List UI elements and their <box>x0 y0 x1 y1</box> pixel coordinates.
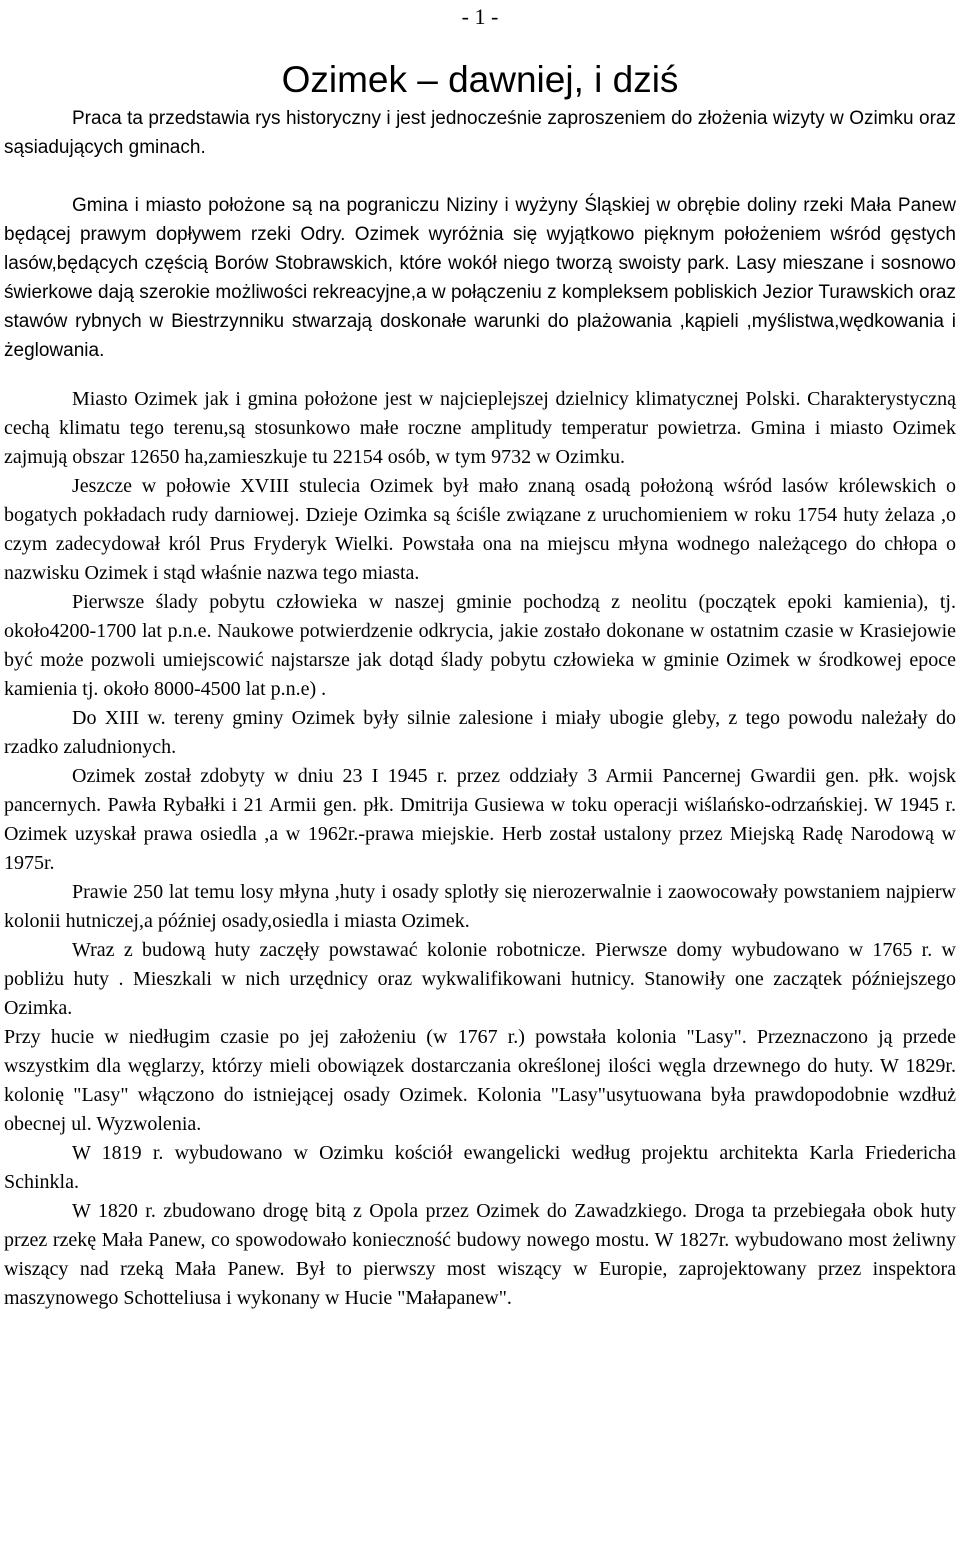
paragraph-intro: Praca ta przedstawia rys historyczny i jest jednocześnie zaproszeniem do złożenia wizyty w Ozimku oraz sąsiadujących gminach. <box>4 108 956 158</box>
page-number: - 1 - <box>461 4 499 29</box>
paragraph-climate: Miasto Ozimek jak i gmina położone jest w najcieplejszej dzielnicy klimatycznej Polski. Charakterystyczną cechą klimatu tego terenu,są stosunkowo małe roczne amplitudy temperatur powietrza. Gmina i miasto Ozimek zajmują obszar 12650 ha,zamieszkuje tu 22154 osób, w tym 9732 w Ozimku. <box>4 388 956 468</box>
paragraph-xiii-century: Do XIII w. tereny gminy Ozimek były silnie zalesione i miały ubogie gleby, z tego powodu należały do rzadko zaludnionych. <box>4 707 956 758</box>
paragraph-250-years: Prawie 250 lat temu losy młyna ,huty i osady splotły się nierozerwalnie i zaowocowały powstaniem najpierw kolonii hutniczej,a później osady,osiedla i miasta Ozimek. <box>4 881 956 932</box>
paragraph-colonies: Wraz z budową huty zaczęły powstawać kolonie robotnicze. Pierwsze domy wybudowano w 1765 r. w pobliżu huty . Mieszkali w nich urzędnicy oraz wykwalifikowani hutnicy. Stanowiły one zaczątek późniejszego Ozimka. <box>4 939 956 1019</box>
document-body <box>4 104 956 1313</box>
paragraph-location: Gmina i miasto położone są na pograniczu Niziny i wyżyny Śląskiej w obrębie doliny rzeki Mała Panew będącej prawym dopływem rzeki Odry. Ozimek wyróżnia się wyjątkowo pięknym położeniem wśród gęstych lasów,będących częścią Borów Stobrawskich, które wokół niego tworzą swoisty park. Lasy mieszane i sosnowo świerkowe dają szerokie możliwości rekreacyjne,a w połączeniu z kompleksem pobliskich Jezior Turawskich oraz stawów rybnych w Biestrzynniku stwarzają doskonałe warunki do plażowania ,kąpieli ,myślistwa,wędkowania i żeglowania. <box>4 195 956 361</box>
paragraph-road-bridge: W 1820 r. zbudowano drogę bitą z Opola przez Ozimek do Zawadzkiego. Droga ta przebiegała obok huty przez rzekę Mała Panew, co spowodowało konieczność budowy nowego mostu. W 1827r. wybudowano most żeliwny wiszący nad rzeką Mała Panew. Był to pierwszy most wiszący w Europie, zaprojektowany przez inspektora maszynowego Schotteliusa i wykonany w Hucie "Małapanew". <box>4 1200 956 1309</box>
document-title: Ozimek – dawniej, i dziś <box>281 59 679 100</box>
paragraph-history: Jeszcze w połowie XVIII stulecia Ozimek był mało znaną osadą położoną wśród lasów królewskich o bogatych pokładach rudy darniowej. Dzieje Ozimka są ściśle związane z uruchomieniem w roku 1754 huty żelaza ,o czym zadecydował król Prus Fryderyk Wielki. Powstała ona na miejscu młyna wodnego należącego do chłopa o nazwisku Ozimek i stąd właśnie nazwa tego miasta. <box>4 475 956 584</box>
paragraph-1945: Ozimek został zdobyty w dniu 23 I 1945 r. przez oddziały 3 Armii Pancernej Gwardii gen. płk. wojsk pancernych. Pawła Rybałki i 21 Armii gen. płk. Dmitrija Gusiewa w toku operacji wiślańsko-odrzańskiej. W 1945 r. Ozimek uzyskał prawa osiedla ,a w 1962r.-prawa miejskie. Herb został ustalony przez Miejską Radę Narodową w 1975r. <box>4 765 956 874</box>
paragraph-church: W 1819 r. wybudowano w Ozimku kościół ewangelicki według projektu architekta Karla Friedericha Schinkla. <box>4 1142 956 1193</box>
paragraph-lasy-colony: Przy hucie w niedługim czasie po jej założeniu (w 1767 r.) powstała kolonia "Lasy". Przeznaczono ją przede wszystkim dla węglarzy, którzy mieli obowiązek dostarczania określonej ilości węgla drzewnego do huty. W 1829r. kolonię "Lasy" włączono do istniejącej osady Ozimek. Kolonia "Lasy"usytuowana była prawdopodobnie wzdłuż obecnej ul. Wyzwolenia. <box>4 1026 956 1135</box>
paragraph-first-traces: Pierwsze ślady pobytu człowieka w naszej gminie pochodzą z neolitu (początek epoki kamienia), tj. około4200-1700 lat p.n.e. Naukowe potwierdzenie odkrycia, jakie zostało dokonane w ostatnim czasie w Krasiejowie być może pozwoli umiejscowić najstarsze jak dotąd ślady pobytu człowieka w gminie Ozimek w środkowej epoce kamienia tj. około 8000-4500 lat p.n.e) . <box>4 591 956 700</box>
